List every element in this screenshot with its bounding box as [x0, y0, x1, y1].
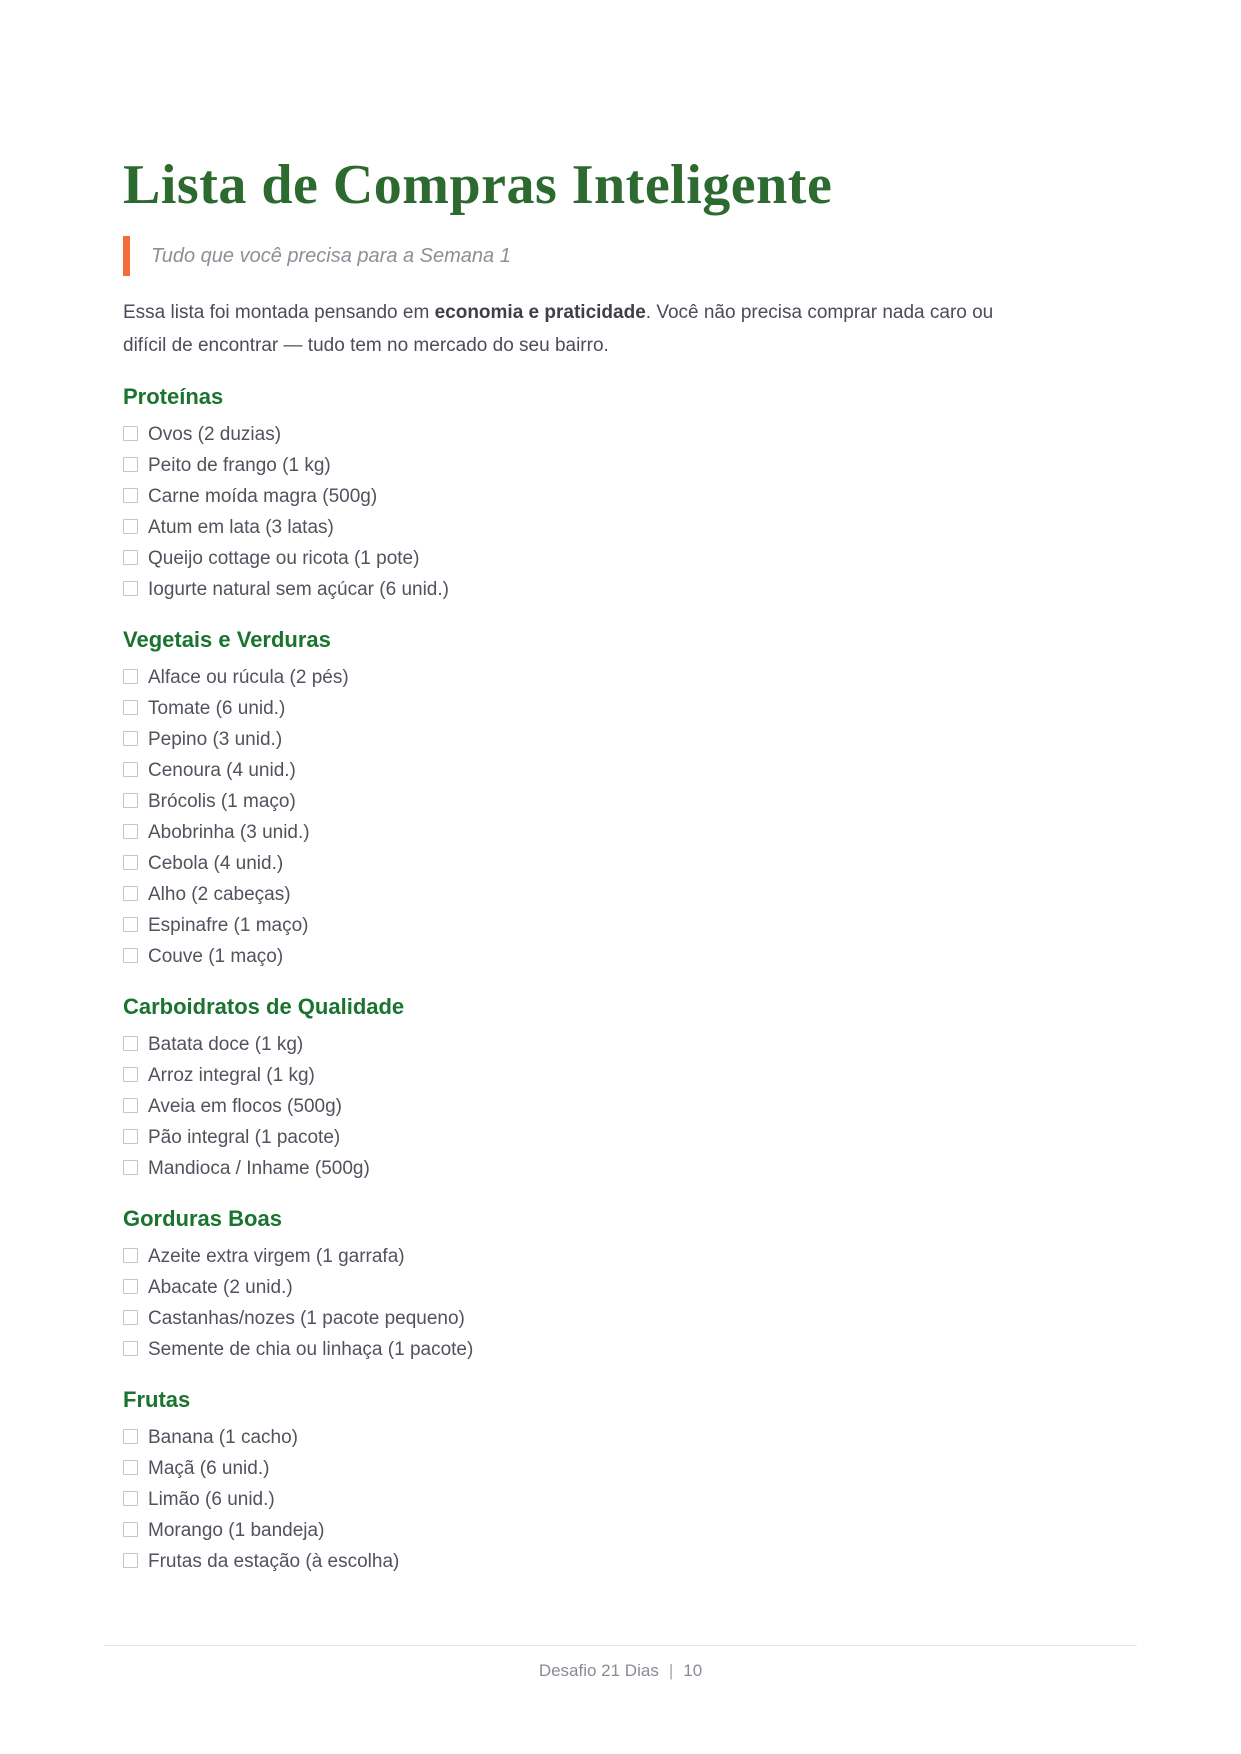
list-item: [123, 512, 1118, 543]
checkbox-icon: [123, 1491, 138, 1506]
checkbox-icon: [123, 457, 138, 472]
list-item: [123, 786, 1118, 817]
checkbox-icon: [123, 1310, 138, 1325]
checkbox-icon: [123, 1098, 138, 1113]
checkbox-icon: [123, 1341, 138, 1356]
intro-text-after: . Você não precisa comprar nada caro ou difícil de encontrar — tudo tem no mercado do seu bairro.: [123, 302, 994, 356]
item-label: Alho (2 cabeças): [148, 884, 291, 905]
section-checklist: [123, 1241, 1118, 1365]
checkbox-icon: [123, 1129, 138, 1144]
item-label: Carne moída magra (500g): [148, 486, 378, 507]
list-item: [123, 1484, 1118, 1515]
list-item: [123, 574, 1118, 605]
item-label: Banana (1 cacho): [148, 1427, 298, 1448]
checkbox-icon: [123, 886, 138, 901]
shopping-section: [123, 384, 1118, 605]
item-label: Ovos (2 duzias): [148, 424, 282, 445]
checkbox-icon: [123, 793, 138, 808]
item-label: Azeite extra virgem (1 garrafa): [148, 1246, 405, 1267]
section-checklist: [123, 1422, 1118, 1577]
intro-paragraph: [123, 296, 1028, 362]
checkbox-icon: [123, 1067, 138, 1082]
page-title: Lista de Compras Inteligente: [123, 154, 833, 216]
checkbox-icon: [123, 762, 138, 777]
section-heading: Carboidratos de Qualidade: [123, 994, 405, 1019]
item-label: Morango (1 bandeja): [148, 1520, 325, 1541]
checkbox-icon: [123, 1553, 138, 1568]
list-item: [123, 1241, 1118, 1272]
shopping-section: [123, 1387, 1118, 1577]
item-label: Abobrinha (3 unid.): [148, 822, 310, 843]
item-label: Iogurte natural sem açúcar (6 unid.): [148, 579, 449, 600]
subtitle-block: [123, 236, 1118, 276]
checkbox-icon: [123, 1160, 138, 1175]
page-footer: [104, 1645, 1137, 1681]
list-item: [123, 1029, 1118, 1060]
item-label: Tomate (6 unid.): [148, 698, 286, 719]
intro-text-bold: economia e praticidade: [434, 302, 646, 323]
checkbox-icon: [123, 581, 138, 596]
checkbox-icon: [123, 824, 138, 839]
shopping-section: [123, 994, 1118, 1184]
section-checklist: [123, 419, 1118, 605]
section-checklist: [123, 1029, 1118, 1184]
checkbox-icon: [123, 917, 138, 932]
footer-label: Desafio 21 Dias: [538, 1661, 659, 1680]
item-label: Abacate (2 unid.): [148, 1277, 293, 1298]
item-label: Pepino (3 unid.): [148, 729, 283, 750]
item-label: Peito de frango (1 kg): [148, 455, 331, 476]
section-heading: Gorduras Boas: [123, 1206, 282, 1231]
item-label: Aveia em flocos (500g): [148, 1096, 342, 1117]
section-heading: Proteínas: [123, 384, 224, 409]
item-label: Pão integral (1 pacote): [148, 1127, 341, 1148]
shopping-section: [123, 627, 1118, 972]
intro-text-before: Essa lista foi montada pensando em: [123, 302, 435, 323]
list-item: [123, 419, 1118, 450]
list-item: [123, 1303, 1118, 1334]
checkbox-icon: [123, 1248, 138, 1263]
item-label: Limão (6 unid.): [148, 1489, 275, 1510]
list-item: [123, 817, 1118, 848]
list-item: [123, 1122, 1118, 1153]
shopping-sections: [123, 384, 1118, 1577]
item-label: Mandioca / Inhame (500g): [148, 1158, 370, 1179]
checkbox-icon: [123, 1279, 138, 1294]
list-item: [123, 543, 1118, 574]
list-item: [123, 941, 1118, 972]
checkbox-icon: [123, 1036, 138, 1051]
checkbox-icon: [123, 1460, 138, 1475]
list-item: [123, 1272, 1118, 1303]
list-item: [123, 879, 1118, 910]
item-label: Brócolis (1 maço): [148, 791, 296, 812]
checkbox-icon: [123, 426, 138, 441]
accent-bar: [123, 236, 130, 276]
list-item: [123, 450, 1118, 481]
item-label: Batata doce (1 kg): [148, 1034, 304, 1055]
subtitle-text: Tudo que você precisa para a Semana 1: [151, 244, 511, 267]
list-item: [123, 1334, 1118, 1365]
checkbox-icon: [123, 1522, 138, 1537]
section-heading: Vegetais e Verduras: [123, 627, 331, 652]
list-item: [123, 662, 1118, 693]
item-label: Espinafre (1 maço): [148, 915, 309, 936]
list-item: [123, 481, 1118, 512]
list-item: [123, 848, 1118, 879]
item-label: Queijo cottage ou ricota (1 pote): [148, 548, 420, 569]
list-item: [123, 1515, 1118, 1546]
list-item: [123, 1153, 1118, 1184]
item-label: Arroz integral (1 kg): [148, 1065, 315, 1086]
footer-separator: |: [668, 1661, 674, 1680]
checkbox-icon: [123, 855, 138, 870]
checkbox-icon: [123, 550, 138, 565]
checkbox-icon: [123, 669, 138, 684]
checkbox-icon: [123, 488, 138, 503]
list-item: [123, 1546, 1118, 1577]
item-label: Atum em lata (3 latas): [148, 517, 334, 538]
list-item: [123, 693, 1118, 724]
item-label: Frutas da estação (à escolha): [148, 1551, 400, 1572]
checkbox-icon: [123, 519, 138, 534]
section-checklist: [123, 662, 1118, 972]
item-label: Couve (1 maço): [148, 946, 284, 967]
list-item: [123, 1060, 1118, 1091]
list-item: [123, 1091, 1118, 1122]
list-item: [123, 724, 1118, 755]
checkbox-icon: [123, 1429, 138, 1444]
item-label: Castanhas/nozes (1 pacote pequeno): [148, 1308, 465, 1329]
checkbox-icon: [123, 700, 138, 715]
item-label: Cebola (4 unid.): [148, 853, 284, 874]
item-label: Cenoura (4 unid.): [148, 760, 296, 781]
list-item: [123, 910, 1118, 941]
footer-page-number: 10: [683, 1661, 703, 1680]
checkbox-icon: [123, 731, 138, 746]
item-label: Alface ou rúcula (2 pés): [148, 667, 349, 688]
shopping-section: [123, 1206, 1118, 1365]
list-item: [123, 1453, 1118, 1484]
list-item: [123, 1422, 1118, 1453]
section-heading: Frutas: [123, 1387, 191, 1412]
item-label: Semente de chia ou linhaça (1 pacote): [148, 1339, 474, 1360]
checkbox-icon: [123, 948, 138, 963]
list-item: [123, 755, 1118, 786]
item-label: Maçã (6 unid.): [148, 1458, 270, 1479]
